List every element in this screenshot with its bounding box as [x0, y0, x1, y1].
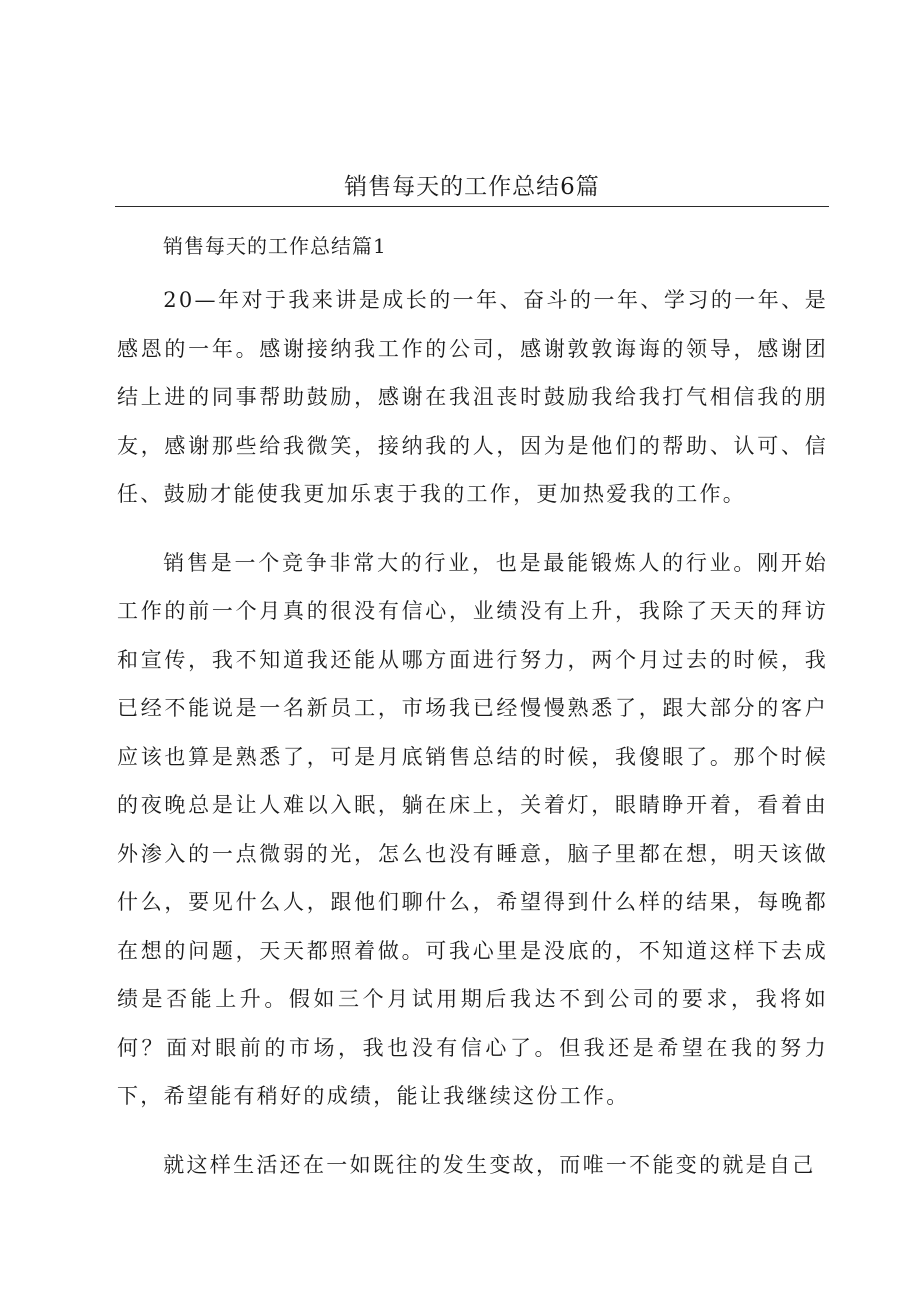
document-title: 销售每天的工作总结6篇 — [344, 174, 600, 200]
document-body — [117, 276, 828, 1209]
paragraph-3: 就这样生活还在一如既往的发生变故，而唯一不能变的就是自己 — [163, 1152, 816, 1177]
paragraph-1: 20—年对于我来讲是成长的一年、奋斗的一年、学习的一年、是感恩的一年。感谢接纳我工作的公司，感谢敦敦诲诲的领导，感谢团结上进的同事帮助鼓励，感谢在我沮丧时鼓励我给我打气相信我的朋友，感谢那些给我微笑，接纳我的人，因为是他们的帮助、认可、信任、鼓励才能使我更加乐衷于我的工作，更加热爱我的工作。 — [117, 288, 828, 506]
section-heading: 销售每天的工作总结篇1 — [163, 234, 387, 258]
paragraph-2: 销售是一个竞争非常大的行业，也是最能锻炼人的行业。刚开始工作的前一个月真的很没有信心，业绩没有上升，我除了天天的拜访和宣传，我不知道我还能从哪方面进行努力，两个月过去的时候，我已经不能说是一名新员工，市场我已经慢慢熟悉了，跟大部分的客户应该也算是熟悉了，可是月底销售总结的时候，我傻眼了。那个时候的夜晚总是让人难以入眠，躺在床上，关着灯，眼睛睁开着，看着由外渗入的一点微弱的光，怎么也没有睡意，脑子里都在想，明天该做什么，要见什么人，跟他们聊什么，希望得到什么样的结果，每晚都在想的问题，天天都照着做。可我心里是没底的，不知道这样下去成绩是否能上升。假如三个月试用期后我达不到公司的要求，我将如何？面对眼前的市场，我也没有信心了。但我还是希望在我的努力下，希望能有稍好的成绩，能让我继续这份工作。 — [117, 550, 828, 1108]
title-divider — [115, 206, 829, 207]
